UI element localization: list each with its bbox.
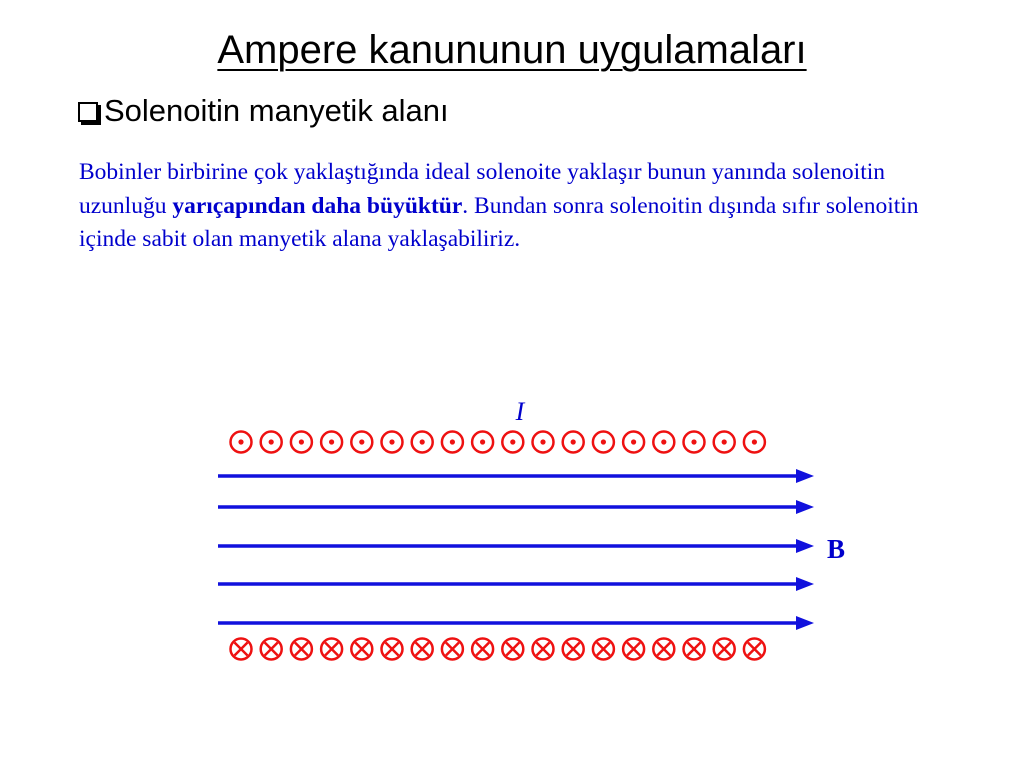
field-line-arrow	[218, 616, 814, 630]
paragraph-bold-text: yarıçapından daha büyüktür	[172, 192, 463, 219]
wire-in-icon	[714, 639, 735, 660]
wire-in-icon	[261, 639, 282, 660]
field-line-arrow	[218, 539, 814, 553]
wire-out-icon	[593, 432, 614, 453]
wire-out-icon	[714, 432, 735, 453]
wire-in-icon	[502, 639, 523, 660]
current-out-row	[231, 432, 765, 453]
wire-out-icon	[291, 432, 312, 453]
wire-in-icon	[623, 639, 644, 660]
field-line-arrow	[218, 469, 814, 483]
bullet-text: Solenoitin manyetik alanı	[104, 93, 449, 128]
wire-in-icon	[291, 639, 312, 660]
wire-out-icon	[442, 432, 463, 453]
wire-out-icon	[261, 432, 282, 453]
wire-out-icon	[563, 432, 584, 453]
wire-out-icon	[382, 432, 403, 453]
wire-in-icon	[563, 639, 584, 660]
wire-in-icon	[472, 639, 493, 660]
field-line-arrow	[218, 500, 814, 514]
wire-out-icon	[623, 432, 644, 453]
wire-out-icon	[744, 432, 765, 453]
paragraph-text-2: . Bundan sonra solenoitin dışında sıfır solenoitin içinde sabit olan manyetik alana yaklaşabiliriz.	[79, 192, 919, 252]
wire-in-icon	[744, 639, 765, 660]
wire-in-icon	[442, 639, 463, 660]
wire-out-icon	[412, 432, 433, 453]
wire-out-icon	[684, 432, 705, 453]
wire-in-icon	[351, 639, 372, 660]
field-line-arrow	[218, 577, 814, 591]
paragraph-text-1: Bobinler birbirine çok yaklaştığında ideal solenoite yaklaşır bunun yanında solenoitin uzunluğu	[79, 159, 885, 219]
wire-in-icon	[382, 639, 403, 660]
wire-out-icon	[502, 432, 523, 453]
magnetic-field-lines	[218, 469, 814, 630]
wire-in-icon	[231, 639, 252, 660]
current-in-row	[231, 639, 765, 660]
wire-in-icon	[412, 639, 433, 660]
wire-in-icon	[653, 639, 674, 660]
current-label: I	[515, 397, 525, 426]
wire-out-icon	[472, 432, 493, 453]
wire-out-icon	[231, 432, 252, 453]
wire-out-icon	[533, 432, 554, 453]
wire-out-icon	[653, 432, 674, 453]
wire-in-icon	[684, 639, 705, 660]
field-label: B	[826, 534, 846, 564]
wire-out-icon	[321, 432, 342, 453]
slide-title: Ampere kanununun uygulamaları	[217, 28, 807, 72]
wire-in-icon	[321, 639, 342, 660]
wire-in-icon	[533, 639, 554, 660]
wire-in-icon	[593, 639, 614, 660]
wire-out-icon	[351, 432, 372, 453]
